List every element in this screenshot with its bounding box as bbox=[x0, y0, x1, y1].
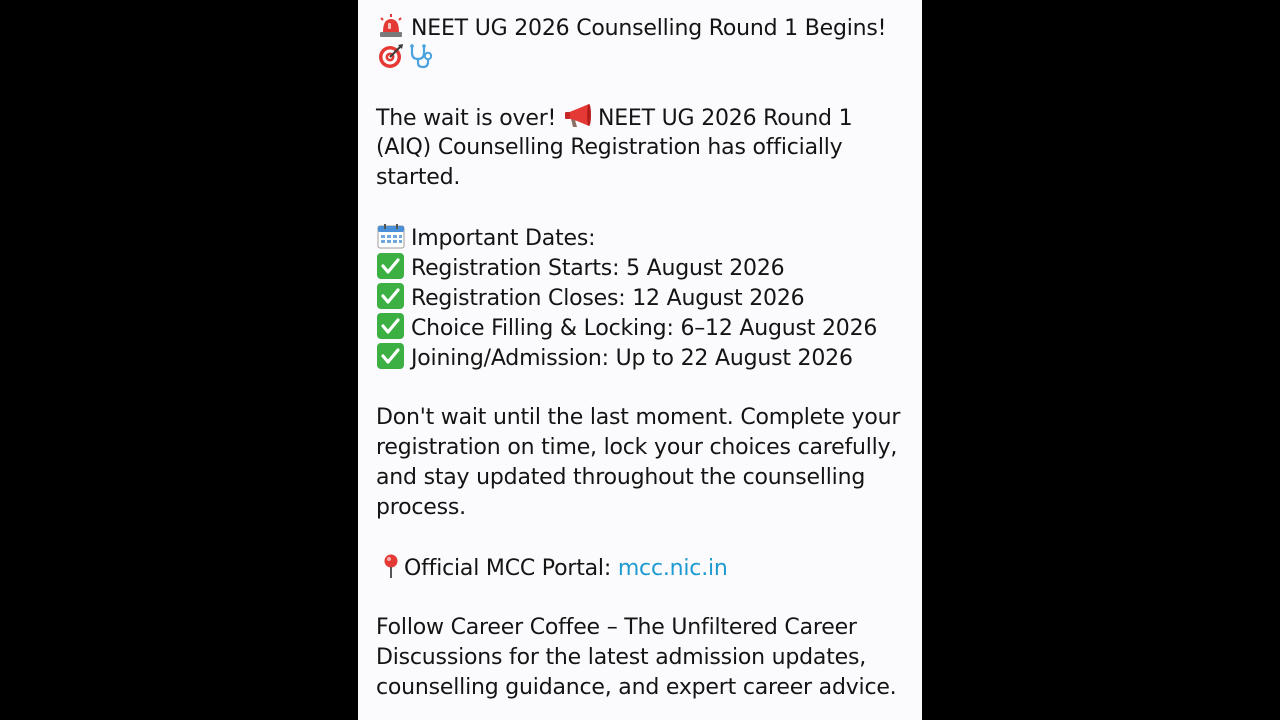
advice-line-4: process. bbox=[376, 495, 466, 520]
follow-line-3: counselling guidance, and expert career advice. bbox=[376, 675, 897, 700]
intro-part2: NEET UG 2026 Round 1 bbox=[597, 106, 853, 131]
advice-line-1: Don't wait until the last moment. Complete your bbox=[376, 405, 901, 430]
dates-heading-text: Important Dates: bbox=[411, 226, 596, 251]
date-item-registration-closes bbox=[376, 283, 916, 313]
check-mark-icon bbox=[376, 283, 406, 309]
follow-line-1: Follow Career Coffee – The Unfiltered Career bbox=[376, 615, 857, 640]
date-item-text: Registration Starts: 5 August 2026 bbox=[411, 256, 785, 281]
intro-line-1 bbox=[376, 103, 916, 133]
date-item-text: Joining/Admission: Up to 22 August 2026 bbox=[411, 346, 853, 371]
spacer bbox=[376, 523, 916, 553]
follow-line-2: Discussions for the latest admission updates, bbox=[376, 645, 867, 670]
dates-heading bbox=[376, 223, 916, 253]
spacer bbox=[376, 73, 916, 103]
portal-line bbox=[376, 553, 916, 583]
portal-label: Official MCC Portal: bbox=[404, 556, 612, 581]
post-title-icons bbox=[376, 43, 916, 73]
post-panel bbox=[358, 0, 922, 720]
post-title-text: NEET UG 2026 Counselling Round 1 Begins! bbox=[411, 16, 887, 41]
date-item-registration-starts bbox=[376, 253, 916, 283]
check-mark-icon bbox=[376, 253, 406, 279]
calendar-icon bbox=[376, 223, 406, 249]
megaphone-icon bbox=[563, 103, 593, 129]
check-mark-icon bbox=[376, 343, 406, 369]
date-item-text: Registration Closes: 12 August 2026 bbox=[411, 286, 805, 311]
intro-line-3: started. bbox=[376, 165, 461, 190]
spacer bbox=[376, 583, 916, 613]
target-icon bbox=[376, 43, 402, 69]
stethoscope-icon bbox=[405, 43, 431, 69]
advice-line-2: registration on time, lock your choices carefully, bbox=[376, 435, 898, 460]
intro-part1: The wait is over! bbox=[376, 106, 557, 131]
intro-line-2: (AIQ) Counselling Registration has officially bbox=[376, 135, 843, 160]
siren-icon bbox=[376, 13, 406, 39]
post-title bbox=[376, 13, 916, 43]
check-mark-icon bbox=[376, 313, 406, 339]
mcc-portal-link[interactable]: mcc.nic.in bbox=[617, 556, 728, 581]
spacer bbox=[376, 193, 916, 223]
advice-line-3: and stay updated throughout the counselling bbox=[376, 465, 866, 490]
date-item-text: Choice Filling & Locking: 6–12 August 2026 bbox=[411, 316, 878, 341]
date-item-choice-filling bbox=[376, 313, 916, 343]
pin-icon bbox=[376, 553, 402, 579]
post-body bbox=[376, 13, 916, 703]
spacer bbox=[376, 373, 916, 403]
date-item-joining bbox=[376, 343, 916, 373]
